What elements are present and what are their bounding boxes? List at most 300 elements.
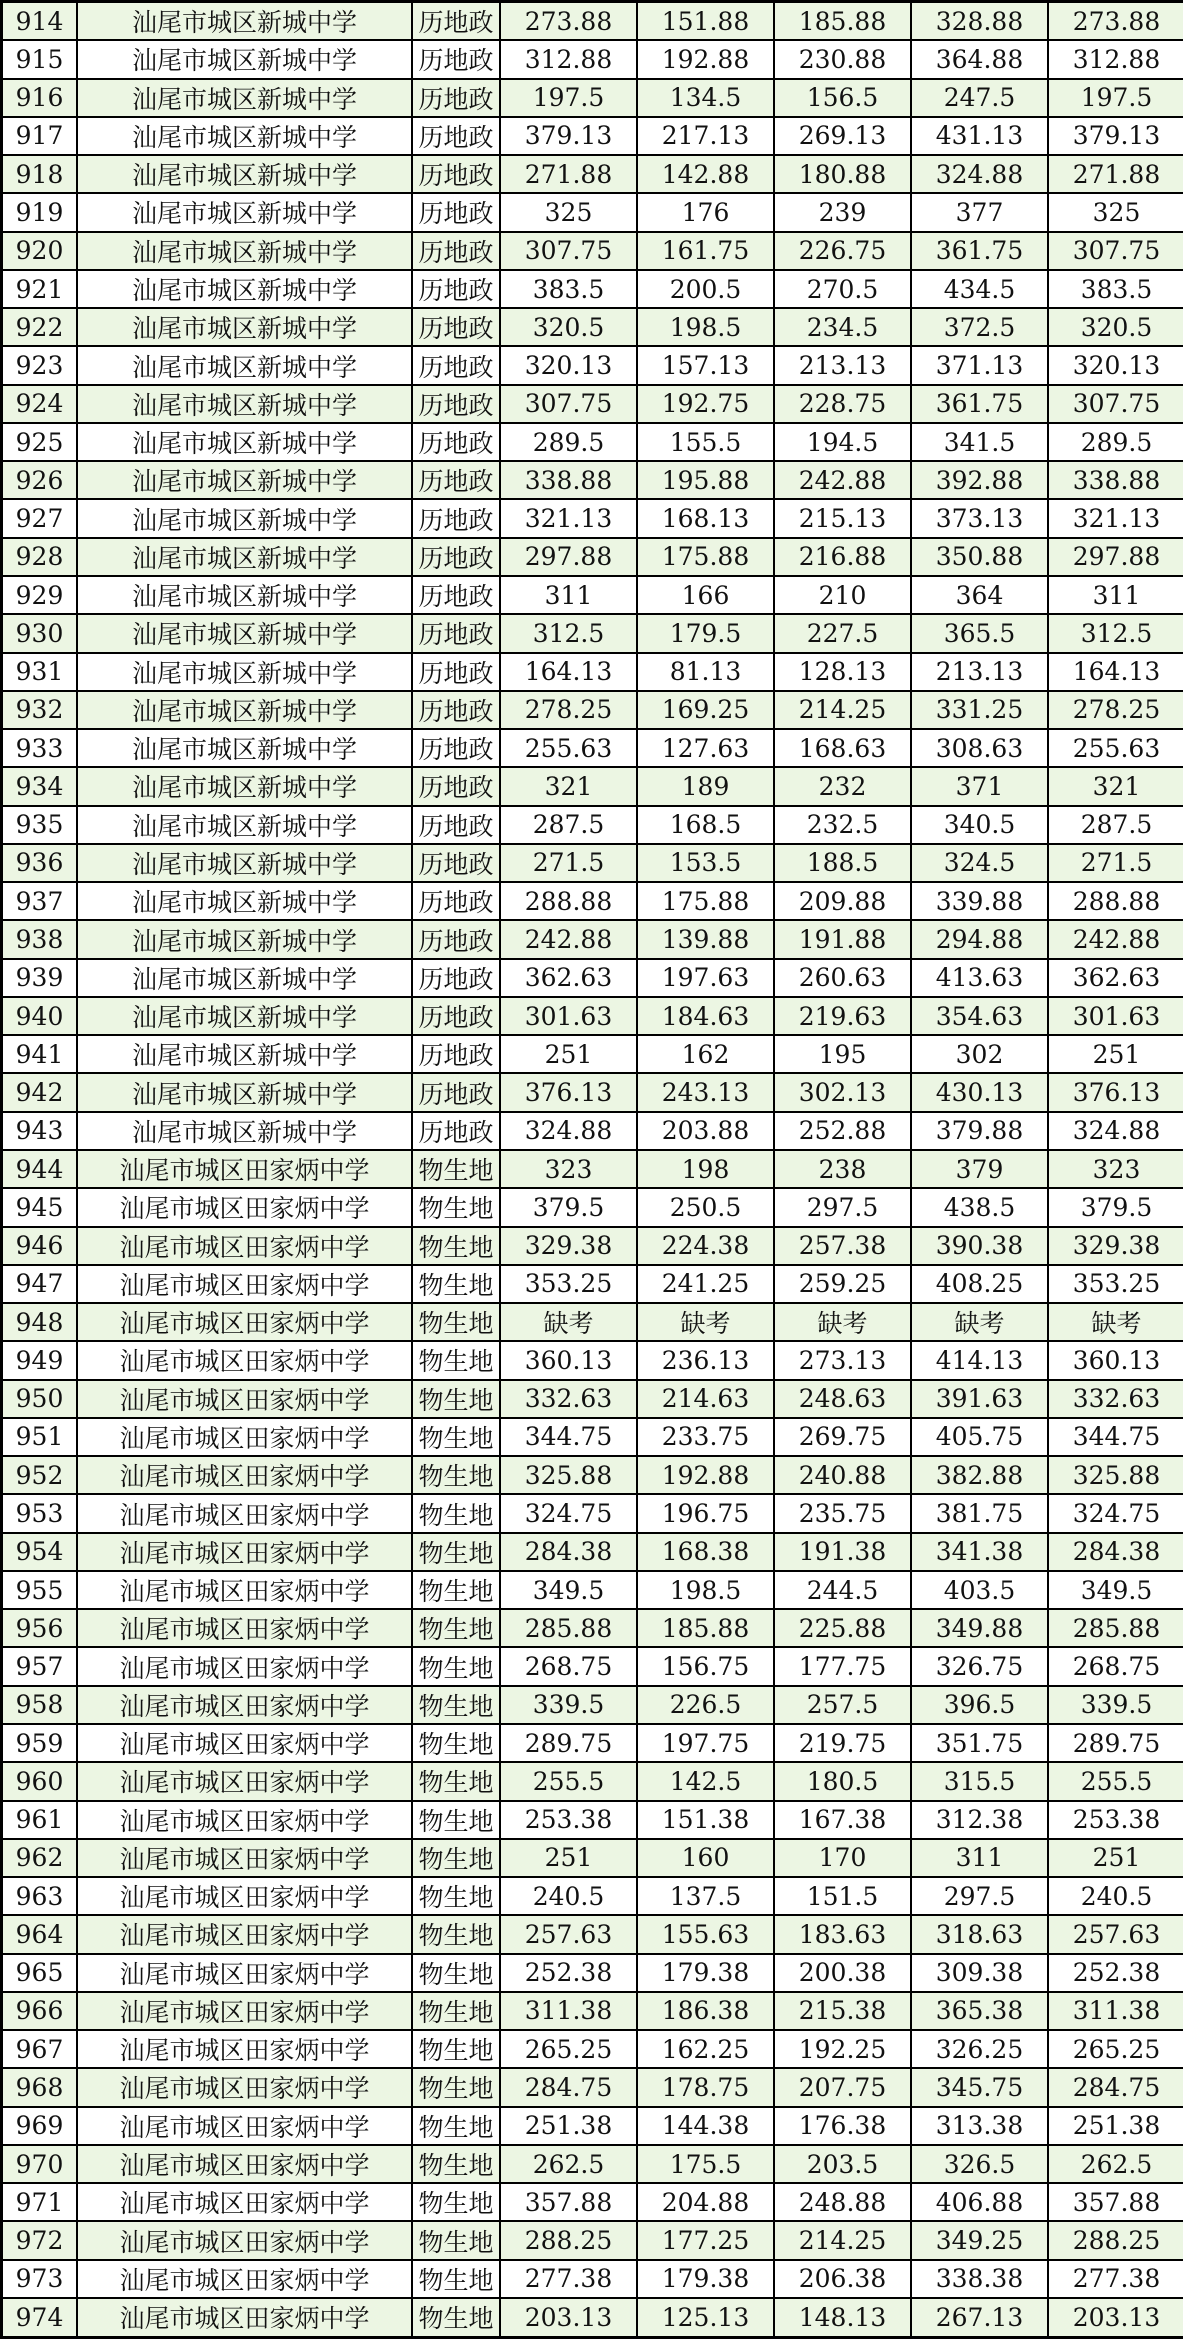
school-name-cell: 汕尾市城区田家炳中学 bbox=[77, 1380, 412, 1418]
table-row bbox=[2, 1992, 1183, 2030]
score-col-2-cell: 197.75 bbox=[637, 1724, 774, 1762]
score-col-5-cell: 329.38 bbox=[1048, 1227, 1183, 1265]
row-number-cell: 971 bbox=[2, 2183, 78, 2221]
score-col-5-cell: 257.63 bbox=[1048, 1915, 1183, 1953]
subject-combo-cell: 物生地 bbox=[412, 2030, 500, 2068]
score-col-4-cell: 326.75 bbox=[911, 1647, 1048, 1685]
score-col-2-cell: 151.88 bbox=[637, 2, 774, 41]
score-col-5-cell: 284.75 bbox=[1048, 2068, 1183, 2106]
score-col-5-cell: 289.5 bbox=[1048, 423, 1183, 461]
score-col-3-cell: 230.88 bbox=[774, 40, 911, 78]
score-col-3-cell: 248.63 bbox=[774, 1380, 911, 1418]
score-col-2-cell: 178.75 bbox=[637, 2068, 774, 2106]
row-number-cell: 962 bbox=[2, 1839, 78, 1877]
subject-combo-cell: 历地政 bbox=[412, 844, 500, 882]
score-col-4-cell: 354.63 bbox=[911, 997, 1048, 1035]
score-col-3-cell: 148.13 bbox=[774, 2298, 911, 2338]
score-col-3-cell: 192.25 bbox=[774, 2030, 911, 2068]
score-col-4-cell: 318.63 bbox=[911, 1915, 1048, 1953]
score-col-4-cell: 371.13 bbox=[911, 346, 1048, 384]
score-col-1-cell: 383.5 bbox=[500, 270, 637, 308]
row-number-cell: 968 bbox=[2, 2068, 78, 2106]
score-col-3-cell: 128.13 bbox=[774, 653, 911, 691]
table-row bbox=[2, 499, 1183, 537]
table-row bbox=[2, 461, 1183, 499]
row-number-cell: 961 bbox=[2, 1801, 78, 1839]
score-col-3-cell: 215.38 bbox=[774, 1992, 911, 2030]
score-col-3-cell: 260.63 bbox=[774, 959, 911, 997]
row-number-cell: 951 bbox=[2, 1418, 78, 1456]
score-col-2-cell: 175.88 bbox=[637, 538, 774, 576]
subject-combo-cell: 历地政 bbox=[412, 1112, 500, 1150]
school-name-cell: 汕尾市城区田家炳中学 bbox=[77, 1762, 412, 1800]
score-col-3-cell: 297.5 bbox=[774, 1188, 911, 1226]
score-col-5-cell: 379.13 bbox=[1048, 117, 1183, 155]
subject-combo-cell: 物生地 bbox=[412, 1150, 500, 1188]
table-row bbox=[2, 385, 1183, 423]
score-col-4-cell: 391.63 bbox=[911, 1380, 1048, 1418]
school-name-cell: 汕尾市城区田家炳中学 bbox=[77, 1303, 412, 1341]
score-col-4-cell: 438.5 bbox=[911, 1188, 1048, 1226]
table-row bbox=[2, 576, 1183, 614]
subject-combo-cell: 历地政 bbox=[412, 40, 500, 78]
score-col-3-cell: 177.75 bbox=[774, 1647, 911, 1685]
score-col-4-cell: 382.88 bbox=[911, 1456, 1048, 1494]
score-col-4-cell: 308.63 bbox=[911, 729, 1048, 767]
score-col-1-cell: 203.13 bbox=[500, 2298, 637, 2338]
score-col-2-cell: 198.5 bbox=[637, 308, 774, 346]
score-col-4-cell: 328.88 bbox=[911, 2, 1048, 41]
score-col-3-cell: 269.75 bbox=[774, 1418, 911, 1456]
score-col-4-cell: 396.5 bbox=[911, 1686, 1048, 1724]
school-name-cell: 汕尾市城区新城中学 bbox=[77, 729, 412, 767]
score-col-2-cell: 81.13 bbox=[637, 653, 774, 691]
score-col-5-cell: 312.5 bbox=[1048, 614, 1183, 652]
score-col-5-cell: 360.13 bbox=[1048, 1341, 1183, 1379]
table-row bbox=[2, 1112, 1183, 1150]
subject-combo-cell: 物生地 bbox=[412, 1380, 500, 1418]
score-col-1-cell: 251 bbox=[500, 1839, 637, 1877]
school-name-cell: 汕尾市城区新城中学 bbox=[77, 117, 412, 155]
subject-combo-cell: 历地政 bbox=[412, 2, 500, 41]
row-number-cell: 934 bbox=[2, 767, 78, 805]
row-number-cell: 932 bbox=[2, 691, 78, 729]
school-name-cell: 汕尾市城区新城中学 bbox=[77, 308, 412, 346]
score-col-4-cell: 338.38 bbox=[911, 2260, 1048, 2298]
subject-combo-cell: 物生地 bbox=[412, 1801, 500, 1839]
score-col-1-cell: 360.13 bbox=[500, 1341, 637, 1379]
school-name-cell: 汕尾市城区田家炳中学 bbox=[77, 2260, 412, 2298]
table-row bbox=[2, 2221, 1183, 2259]
score-col-5-cell: 324.88 bbox=[1048, 1112, 1183, 1150]
school-name-cell: 汕尾市城区田家炳中学 bbox=[77, 1647, 412, 1685]
score-col-1-cell: 251 bbox=[500, 1035, 637, 1073]
score-col-4-cell: 350.88 bbox=[911, 538, 1048, 576]
school-name-cell: 汕尾市城区新城中学 bbox=[77, 2, 412, 41]
table-row bbox=[2, 155, 1183, 193]
table-row bbox=[2, 2, 1183, 41]
school-name-cell: 汕尾市城区新城中学 bbox=[77, 461, 412, 499]
subject-combo-cell: 物生地 bbox=[412, 1533, 500, 1571]
score-col-1-cell: 271.88 bbox=[500, 155, 637, 193]
school-name-cell: 汕尾市城区田家炳中学 bbox=[77, 2221, 412, 2259]
score-col-3-cell: 180.5 bbox=[774, 1762, 911, 1800]
score-col-2-cell: 189 bbox=[637, 767, 774, 805]
subject-combo-cell: 历地政 bbox=[412, 423, 500, 461]
score-col-1-cell: 320.13 bbox=[500, 346, 637, 384]
row-number-cell: 970 bbox=[2, 2145, 78, 2183]
score-col-5-cell: 271.5 bbox=[1048, 844, 1183, 882]
score-col-3-cell: 195 bbox=[774, 1035, 911, 1073]
score-col-2-cell: 197.63 bbox=[637, 959, 774, 997]
table-row bbox=[2, 346, 1183, 384]
score-col-3-cell: 248.88 bbox=[774, 2183, 911, 2221]
score-col-1-cell: 284.38 bbox=[500, 1533, 637, 1571]
score-col-4-cell: 349.88 bbox=[911, 1609, 1048, 1647]
table-row bbox=[2, 2260, 1183, 2298]
table-row bbox=[2, 997, 1183, 1035]
row-number-cell: 933 bbox=[2, 729, 78, 767]
score-col-2-cell: 236.13 bbox=[637, 1341, 774, 1379]
score-col-2-cell: 196.75 bbox=[637, 1494, 774, 1532]
row-number-cell: 942 bbox=[2, 1073, 78, 1111]
score-col-3-cell: 238 bbox=[774, 1150, 911, 1188]
row-number-cell: 974 bbox=[2, 2298, 78, 2338]
subject-combo-cell: 物生地 bbox=[412, 2298, 500, 2338]
score-col-5-cell: 383.5 bbox=[1048, 270, 1183, 308]
score-col-2-cell: 155.5 bbox=[637, 423, 774, 461]
score-col-2-cell: 198.5 bbox=[637, 1571, 774, 1609]
score-col-4-cell: 339.88 bbox=[911, 882, 1048, 920]
subject-combo-cell: 历地政 bbox=[412, 1073, 500, 1111]
score-col-5-cell: 357.88 bbox=[1048, 2183, 1183, 2221]
score-col-4-cell: 341.38 bbox=[911, 1533, 1048, 1571]
score-col-2-cell: 142.88 bbox=[637, 155, 774, 193]
row-number-cell: 936 bbox=[2, 844, 78, 882]
subject-combo-cell: 历地政 bbox=[412, 385, 500, 423]
table-row bbox=[2, 2145, 1183, 2183]
subject-combo-cell: 历地政 bbox=[412, 270, 500, 308]
score-col-3-cell: 239 bbox=[774, 193, 911, 231]
score-col-5-cell: 307.75 bbox=[1048, 232, 1183, 270]
subject-combo-cell: 物生地 bbox=[412, 1494, 500, 1532]
school-name-cell: 汕尾市城区田家炳中学 bbox=[77, 2298, 412, 2338]
score-col-4-cell: 349.25 bbox=[911, 2221, 1048, 2259]
row-number-cell: 973 bbox=[2, 2260, 78, 2298]
table-row bbox=[2, 2183, 1183, 2221]
table-row bbox=[2, 1265, 1183, 1303]
table-row bbox=[2, 1150, 1183, 1188]
score-col-2-cell: 162 bbox=[637, 1035, 774, 1073]
subject-combo-cell: 物生地 bbox=[412, 1303, 500, 1341]
school-name-cell: 汕尾市城区新城中学 bbox=[77, 576, 412, 614]
score-col-5-cell: 缺考 bbox=[1048, 1303, 1183, 1341]
row-number-cell: 958 bbox=[2, 1686, 78, 1724]
table-row bbox=[2, 117, 1183, 155]
score-col-4-cell: 379.88 bbox=[911, 1112, 1048, 1150]
row-number-cell: 920 bbox=[2, 232, 78, 270]
school-name-cell: 汕尾市城区新城中学 bbox=[77, 806, 412, 844]
score-col-1-cell: 240.5 bbox=[500, 1877, 637, 1915]
score-col-4-cell: 351.75 bbox=[911, 1724, 1048, 1762]
school-name-cell: 汕尾市城区新城中学 bbox=[77, 232, 412, 270]
row-number-cell: 954 bbox=[2, 1533, 78, 1571]
row-number-cell: 964 bbox=[2, 1915, 78, 1953]
school-name-cell: 汕尾市城区田家炳中学 bbox=[77, 1839, 412, 1877]
row-number-cell: 916 bbox=[2, 79, 78, 117]
score-col-4-cell: 345.75 bbox=[911, 2068, 1048, 2106]
score-col-5-cell: 376.13 bbox=[1048, 1073, 1183, 1111]
score-col-3-cell: 257.38 bbox=[774, 1227, 911, 1265]
score-col-1-cell: 349.5 bbox=[500, 1571, 637, 1609]
row-number-cell: 921 bbox=[2, 270, 78, 308]
row-number-cell: 943 bbox=[2, 1112, 78, 1150]
score-col-1-cell: 287.5 bbox=[500, 806, 637, 844]
row-number-cell: 927 bbox=[2, 499, 78, 537]
row-number-cell: 948 bbox=[2, 1303, 78, 1341]
table-row bbox=[2, 844, 1183, 882]
row-number-cell: 949 bbox=[2, 1341, 78, 1379]
school-name-cell: 汕尾市城区田家炳中学 bbox=[77, 1265, 412, 1303]
school-name-cell: 汕尾市城区田家炳中学 bbox=[77, 2145, 412, 2183]
score-col-2-cell: 169.25 bbox=[637, 691, 774, 729]
table-row bbox=[2, 308, 1183, 346]
score-col-3-cell: 168.63 bbox=[774, 729, 911, 767]
score-col-4-cell: 326.25 bbox=[911, 2030, 1048, 2068]
score-col-2-cell: 200.5 bbox=[637, 270, 774, 308]
table-row bbox=[2, 1188, 1183, 1226]
score-col-4-cell: 313.38 bbox=[911, 2107, 1048, 2145]
score-col-1-cell: 253.38 bbox=[500, 1801, 637, 1839]
score-col-1-cell: 324.75 bbox=[500, 1494, 637, 1532]
table-row bbox=[2, 79, 1183, 117]
table-row bbox=[2, 1035, 1183, 1073]
score-col-2-cell: 134.5 bbox=[637, 79, 774, 117]
score-col-3-cell: 234.5 bbox=[774, 308, 911, 346]
score-col-3-cell: 232.5 bbox=[774, 806, 911, 844]
score-col-3-cell: 194.5 bbox=[774, 423, 911, 461]
score-col-5-cell: 325 bbox=[1048, 193, 1183, 231]
score-col-5-cell: 255.63 bbox=[1048, 729, 1183, 767]
score-col-2-cell: 160 bbox=[637, 1839, 774, 1877]
score-col-4-cell: 361.75 bbox=[911, 385, 1048, 423]
subject-combo-cell: 历地政 bbox=[412, 729, 500, 767]
score-col-3-cell: 185.88 bbox=[774, 2, 911, 41]
table-row bbox=[2, 1571, 1183, 1609]
score-col-2-cell: 166 bbox=[637, 576, 774, 614]
score-col-1-cell: 320.5 bbox=[500, 308, 637, 346]
score-col-3-cell: 191.38 bbox=[774, 1533, 911, 1571]
score-col-3-cell: 235.75 bbox=[774, 1494, 911, 1532]
score-col-4-cell: 312.38 bbox=[911, 1801, 1048, 1839]
score-col-3-cell: 207.75 bbox=[774, 2068, 911, 2106]
score-col-5-cell: 344.75 bbox=[1048, 1418, 1183, 1456]
subject-combo-cell: 历地政 bbox=[412, 308, 500, 346]
score-col-1-cell: 311 bbox=[500, 576, 637, 614]
score-col-2-cell: 233.75 bbox=[637, 1418, 774, 1456]
table-row bbox=[2, 40, 1183, 78]
score-col-4-cell: 315.5 bbox=[911, 1762, 1048, 1800]
score-col-4-cell: 297.5 bbox=[911, 1877, 1048, 1915]
score-col-5-cell: 262.5 bbox=[1048, 2145, 1183, 2183]
score-col-4-cell: 213.13 bbox=[911, 653, 1048, 691]
score-col-1-cell: 277.38 bbox=[500, 2260, 637, 2298]
school-name-cell: 汕尾市城区田家炳中学 bbox=[77, 1992, 412, 2030]
score-col-5-cell: 197.5 bbox=[1048, 79, 1183, 117]
score-col-5-cell: 251 bbox=[1048, 1839, 1183, 1877]
score-col-5-cell: 325.88 bbox=[1048, 1456, 1183, 1494]
score-col-1-cell: 376.13 bbox=[500, 1073, 637, 1111]
score-col-4-cell: 324.5 bbox=[911, 844, 1048, 882]
subject-combo-cell: 物生地 bbox=[412, 1456, 500, 1494]
score-col-1-cell: 311.38 bbox=[500, 1992, 637, 2030]
score-col-4-cell: 361.75 bbox=[911, 232, 1048, 270]
score-col-4-cell: 340.5 bbox=[911, 806, 1048, 844]
subject-combo-cell: 历地政 bbox=[412, 920, 500, 958]
score-col-2-cell: 243.13 bbox=[637, 1073, 774, 1111]
score-col-5-cell: 251.38 bbox=[1048, 2107, 1183, 2145]
score-col-5-cell: 203.13 bbox=[1048, 2298, 1183, 2338]
score-col-3-cell: 200.38 bbox=[774, 1954, 911, 1992]
table-row bbox=[2, 1609, 1183, 1647]
row-number-cell: 946 bbox=[2, 1227, 78, 1265]
school-name-cell: 汕尾市城区新城中学 bbox=[77, 385, 412, 423]
row-number-cell: 950 bbox=[2, 1380, 78, 1418]
score-col-1-cell: 255.63 bbox=[500, 729, 637, 767]
score-col-4-cell: 403.5 bbox=[911, 1571, 1048, 1609]
score-col-1-cell: 379.13 bbox=[500, 117, 637, 155]
score-col-1-cell: 289.75 bbox=[500, 1724, 637, 1762]
row-number-cell: 939 bbox=[2, 959, 78, 997]
subject-combo-cell: 历地政 bbox=[412, 193, 500, 231]
score-col-4-cell: 379 bbox=[911, 1150, 1048, 1188]
table-row bbox=[2, 1915, 1183, 1953]
school-name-cell: 汕尾市城区新城中学 bbox=[77, 959, 412, 997]
school-name-cell: 汕尾市城区新城中学 bbox=[77, 653, 412, 691]
subject-combo-cell: 物生地 bbox=[412, 2068, 500, 2106]
score-col-4-cell: 392.88 bbox=[911, 461, 1048, 499]
score-col-4-cell: 302 bbox=[911, 1035, 1048, 1073]
score-col-3-cell: 214.25 bbox=[774, 2221, 911, 2259]
score-col-4-cell: 431.13 bbox=[911, 117, 1048, 155]
score-col-2-cell: 241.25 bbox=[637, 1265, 774, 1303]
score-col-3-cell: 214.25 bbox=[774, 691, 911, 729]
row-number-cell: 919 bbox=[2, 193, 78, 231]
subject-combo-cell: 物生地 bbox=[412, 1647, 500, 1685]
score-col-1-cell: 缺考 bbox=[500, 1303, 637, 1341]
score-col-1-cell: 273.88 bbox=[500, 2, 637, 41]
score-col-1-cell: 321.13 bbox=[500, 499, 637, 537]
score-col-4-cell: 371 bbox=[911, 767, 1048, 805]
row-number-cell: 965 bbox=[2, 1954, 78, 1992]
row-number-cell: 935 bbox=[2, 806, 78, 844]
score-col-4-cell: 324.88 bbox=[911, 155, 1048, 193]
subject-combo-cell: 物生地 bbox=[412, 1609, 500, 1647]
table-row bbox=[2, 1839, 1183, 1877]
score-col-5-cell: 307.75 bbox=[1048, 385, 1183, 423]
score-col-2-cell: 168.5 bbox=[637, 806, 774, 844]
score-col-4-cell: 390.38 bbox=[911, 1227, 1048, 1265]
table-row bbox=[2, 423, 1183, 461]
score-col-1-cell: 332.63 bbox=[500, 1380, 637, 1418]
school-name-cell: 汕尾市城区田家炳中学 bbox=[77, 2030, 412, 2068]
score-col-5-cell: 271.88 bbox=[1048, 155, 1183, 193]
table-row bbox=[2, 729, 1183, 767]
table-row bbox=[2, 538, 1183, 576]
score-col-5-cell: 301.63 bbox=[1048, 997, 1183, 1035]
subject-combo-cell: 物生地 bbox=[412, 1915, 500, 1953]
school-name-cell: 汕尾市城区田家炳中学 bbox=[77, 1609, 412, 1647]
score-col-4-cell: 247.5 bbox=[911, 79, 1048, 117]
school-name-cell: 汕尾市城区田家炳中学 bbox=[77, 1915, 412, 1953]
score-col-1-cell: 252.38 bbox=[500, 1954, 637, 1992]
score-col-2-cell: 203.88 bbox=[637, 1112, 774, 1150]
table-row bbox=[2, 232, 1183, 270]
score-col-5-cell: 338.88 bbox=[1048, 461, 1183, 499]
subject-combo-cell: 物生地 bbox=[412, 1686, 500, 1724]
score-col-5-cell: 251 bbox=[1048, 1035, 1183, 1073]
score-col-1-cell: 329.38 bbox=[500, 1227, 637, 1265]
score-col-1-cell: 312.5 bbox=[500, 614, 637, 652]
row-number-cell: 917 bbox=[2, 117, 78, 155]
score-col-2-cell: 153.5 bbox=[637, 844, 774, 882]
score-col-1-cell: 242.88 bbox=[500, 920, 637, 958]
row-number-cell: 930 bbox=[2, 614, 78, 652]
score-col-5-cell: 379.5 bbox=[1048, 1188, 1183, 1226]
score-col-2-cell: 185.88 bbox=[637, 1609, 774, 1647]
score-col-3-cell: 270.5 bbox=[774, 270, 911, 308]
table-row bbox=[2, 1418, 1183, 1456]
score-col-1-cell: 344.75 bbox=[500, 1418, 637, 1456]
score-col-5-cell: 332.63 bbox=[1048, 1380, 1183, 1418]
school-name-cell: 汕尾市城区新城中学 bbox=[77, 1073, 412, 1111]
school-name-cell: 汕尾市城区新城中学 bbox=[77, 423, 412, 461]
subject-combo-cell: 物生地 bbox=[412, 2260, 500, 2298]
row-number-cell: 956 bbox=[2, 1609, 78, 1647]
school-name-cell: 汕尾市城区新城中学 bbox=[77, 767, 412, 805]
score-col-5-cell: 353.25 bbox=[1048, 1265, 1183, 1303]
score-col-3-cell: 188.5 bbox=[774, 844, 911, 882]
score-col-1-cell: 353.25 bbox=[500, 1265, 637, 1303]
score-col-3-cell: 226.75 bbox=[774, 232, 911, 270]
score-col-5-cell: 288.25 bbox=[1048, 2221, 1183, 2259]
subject-combo-cell: 历地政 bbox=[412, 346, 500, 384]
subject-combo-cell: 历地政 bbox=[412, 232, 500, 270]
row-number-cell: 945 bbox=[2, 1188, 78, 1226]
school-name-cell: 汕尾市城区新城中学 bbox=[77, 920, 412, 958]
score-col-3-cell: 302.13 bbox=[774, 1073, 911, 1111]
row-number-cell: 947 bbox=[2, 1265, 78, 1303]
school-name-cell: 汕尾市城区新城中学 bbox=[77, 499, 412, 537]
score-col-1-cell: 284.75 bbox=[500, 2068, 637, 2106]
score-col-2-cell: 144.38 bbox=[637, 2107, 774, 2145]
score-col-2-cell: 161.75 bbox=[637, 232, 774, 270]
score-col-3-cell: 176.38 bbox=[774, 2107, 911, 2145]
score-col-4-cell: 406.88 bbox=[911, 2183, 1048, 2221]
score-col-5-cell: 320.13 bbox=[1048, 346, 1183, 384]
score-col-2-cell: 177.25 bbox=[637, 2221, 774, 2259]
school-name-cell: 汕尾市城区新城中学 bbox=[77, 614, 412, 652]
score-col-3-cell: 191.88 bbox=[774, 920, 911, 958]
table-row bbox=[2, 691, 1183, 729]
school-name-cell: 汕尾市城区新城中学 bbox=[77, 691, 412, 729]
score-col-3-cell: 151.5 bbox=[774, 1877, 911, 1915]
score-col-4-cell: 377 bbox=[911, 193, 1048, 231]
score-col-2-cell: 175.5 bbox=[637, 2145, 774, 2183]
school-name-cell: 汕尾市城区田家炳中学 bbox=[77, 1494, 412, 1532]
score-col-1-cell: 289.5 bbox=[500, 423, 637, 461]
score-col-1-cell: 271.5 bbox=[500, 844, 637, 882]
